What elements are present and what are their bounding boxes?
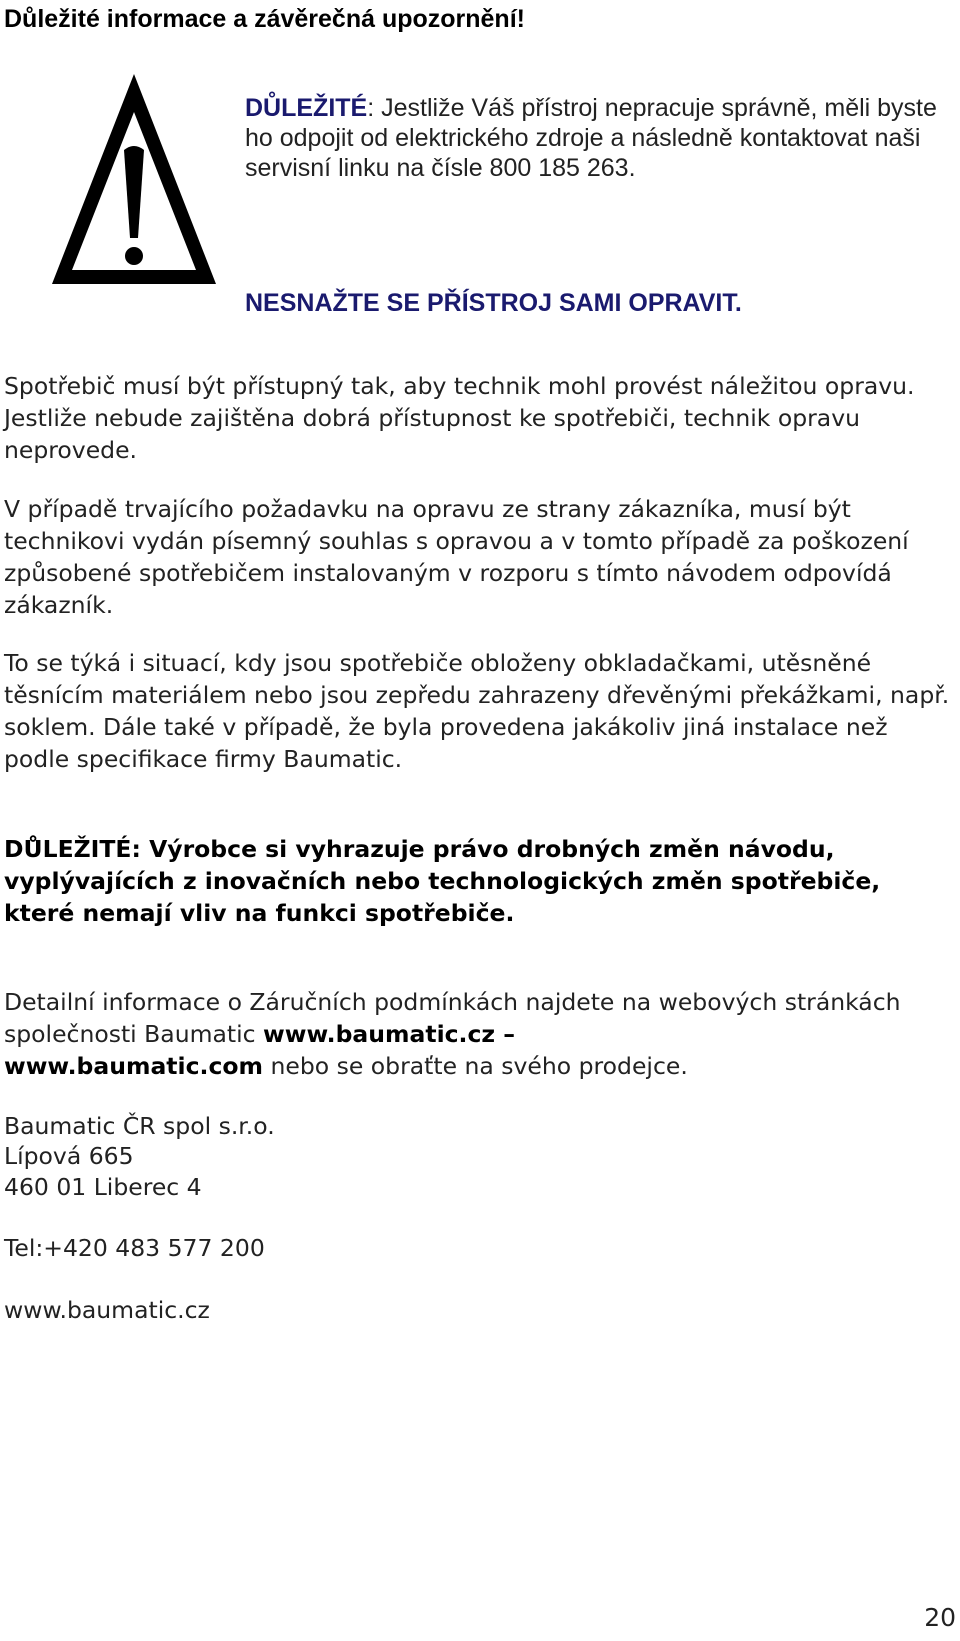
important-notice <box>245 93 960 183</box>
manufacturer-notice <box>4 833 954 929</box>
address-street: Lípová 665 <box>4 1142 134 1170</box>
address-company: Baumatic ČR spol s.r.o. <box>4 1112 275 1140</box>
do-not-repair-warning: NESNAŽTE SE PŘÍSTROJ SAMI OPRAVIT. <box>245 289 742 317</box>
manufacturer-notice-text: Výrobce si vyhrazuje právo drobných změn návodu, vyplývajících z inovačních nebo technologických změn spotřebiče, které nemají vliv na funkci spotřebiče. <box>4 835 881 927</box>
page-title: Důležité informace a závěrečná upozornění! <box>4 5 525 33</box>
baumatic-com-link[interactable]: www.baumatic.com <box>4 1052 264 1080</box>
phone-number: Tel:+420 483 577 200 <box>4 1234 265 1262</box>
warranty-text-after: nebo se obraťte na svého prodejce. <box>263 1052 688 1080</box>
manufacturer-notice-label: DŮLEŽITÉ: <box>4 835 141 863</box>
address-city: 460 01 Liberec 4 <box>4 1173 202 1201</box>
important-text: : Jestliže Váš přístroj nepracuje správně, měli byste ho odpojit od elektrického zdroje a následně kontaktovat naši servisní linku na čísle 800 185 263. <box>245 94 937 182</box>
situations-paragraph: To se týká i situací, kdy jsou spotřebiče obloženy obkladačkami, utěsněné těsnícím materiálem nebo jsou zepředu zahrazeny dřevěnými překážkami, např. soklem. Dále také v případě, že byla provedena jakákoliv jiná instalace než podle specifikace firmy Baumatic. <box>4 649 950 773</box>
website: www.baumatic.cz <box>4 1296 210 1324</box>
baumatic-cz-link[interactable]: www.baumatic.cz – <box>263 1020 516 1048</box>
warranty-text-before: Detailní informace o Záručních podmínkách najdete na webových stránkách společnosti Baumatic <box>4 988 901 1048</box>
page-number: 20 <box>924 1603 956 1632</box>
important-label: DŮLEŽITÉ <box>245 94 368 122</box>
warning-triangle-icon <box>48 70 220 306</box>
warranty-info <box>4 986 954 1082</box>
persistent-request-paragraph: V případě trvajícího požadavku na opravu ze strany zákazníka, musí být technikovi vydán písemný souhlas s opravou a v tomto případě za poškození způsobené spotřebičem instalovaným v rozporu s tímto návodem odpovídá zákazník. <box>4 495 909 619</box>
access-paragraph: Spotřebič musí být přístupný tak, aby technik mohl provést náležitou opravu. Jestliže nebude zajištěna dobrá přístupnost ke spotřebiči, technik opravu neprovede. <box>4 372 915 464</box>
